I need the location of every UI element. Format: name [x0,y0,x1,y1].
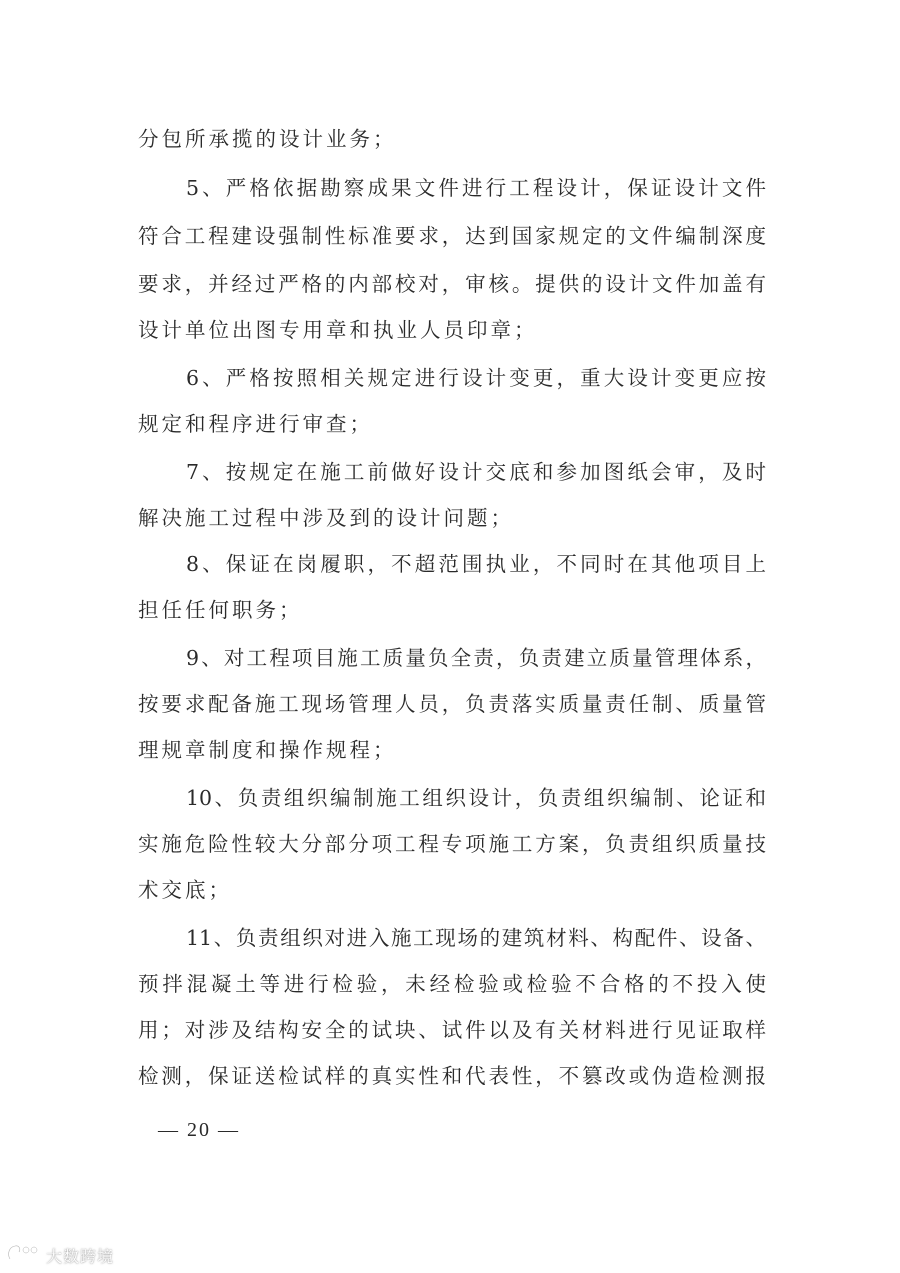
text-line: 用；对涉及结构安全的试块、试件以及有关材料进行见证取样 [138,1018,766,1042]
text-line: 要求，并经过严格的内部校对，审核。提供的设计文件加盖有 [138,272,766,296]
text-line: 实施危险性较大分部分项工程专项施工方案，负责组织质量技 [138,832,766,856]
text-line: 按要求配备施工现场管理人员，负责落实质量责任制、质量管 [138,692,766,716]
text-line: 术交底； [138,878,232,902]
text-line: 6、严格按照相关规定进行设计变更，重大设计变更应按 [186,366,766,390]
text-line: 检测，保证送检试样的真实性和代表性，不篡改或伪造检测报 [138,1064,766,1088]
text-line: 11、负责组织对进入施工现场的建筑材料、构配件、设备、 [186,926,766,950]
text-line: 预拌混凝土等进行检验，未经检验或检验不合格的不投入使 [138,972,766,996]
text-line: 符合工程建设强制性标准要求，达到国家规定的文件编制深度 [138,224,766,248]
text-line: 规定和程序进行审查； [138,412,373,436]
watermark-text: 大数跨境 [46,1246,115,1266]
page-number: — 20 — [158,1119,240,1141]
text-line: 设计单位出图专用章和执业人员印章； [138,318,538,342]
text-line: 8、保证在岗履职，不超范围执业，不同时在其他项目上 [186,552,766,576]
text-line: 9、对工程项目施工质量负全责，负责建立质量管理体系， [186,646,766,670]
watermark [6,1242,114,1268]
text-line: 解决施工过程中涉及到的设计问题； [138,506,514,530]
text-line: 担任任何职务； [138,598,303,622]
text-line: 10、负责组织编制施工组织设计，负责组织编制、论证和 [186,786,766,810]
text-line: 5、严格依据勘察成果文件进行工程设计，保证设计文件 [186,176,766,200]
text-line: 7、按规定在施工前做好设计交底和参加图纸会审，及时 [186,460,766,484]
brand-logo-icon [6,1242,40,1268]
text-line: 理规章制度和操作规程； [138,738,397,762]
text-line: 分包所承揽的设计业务； [138,127,397,151]
